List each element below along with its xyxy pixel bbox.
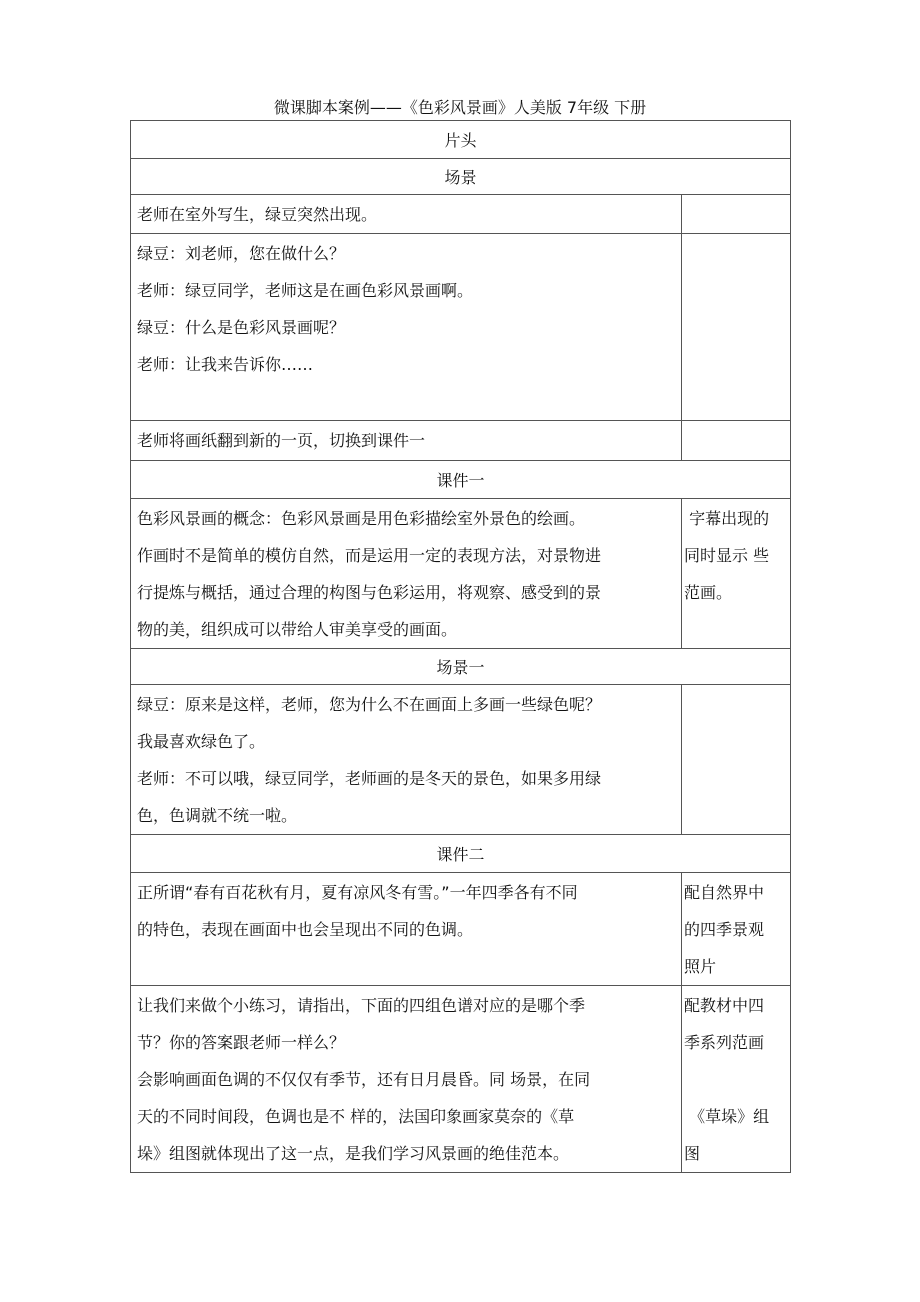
- section-header: 场景一: [131, 649, 791, 685]
- document-title: 微课脚本案例——《色彩风景画》人美版 7年级 下册: [273, 98, 647, 117]
- script-line: 天的不同时间段，色调也是不 样的，法国印象画家莫奈的《草: [137, 1107, 575, 1126]
- script-row: [131, 234, 791, 421]
- note-line: 配自然界中: [684, 883, 765, 902]
- script-line: 让我们来做个小练习，请指出，下面的四组色谱对应的是哪个季: [137, 996, 586, 1015]
- script-row: [131, 986, 791, 1173]
- script-line: 物的美，组织成可以带给人审美享受的画面。: [137, 620, 458, 639]
- note-line: 字幕出现的: [684, 509, 770, 528]
- note-cell: [682, 873, 791, 986]
- note-line: 照片: [684, 957, 717, 976]
- section-header: 课件一: [131, 461, 791, 499]
- section-header-row: [131, 121, 791, 159]
- script-line: 绿豆：刘老师，您在做什么？: [137, 244, 346, 263]
- script-row: [131, 421, 791, 461]
- note-line: [684, 1061, 788, 1098]
- note-cell: [682, 195, 791, 234]
- script-line: 老师：绿豆同学，老师这是在画色彩风景画啊。: [137, 281, 474, 300]
- note-cell: [682, 685, 791, 835]
- script-line: 老师：让我来告诉你……: [137, 355, 314, 374]
- section-header: 片头: [131, 121, 791, 159]
- script-line: 作画时不是简单的模仿自然，而是运用一定的表现方法，对景物进: [137, 546, 602, 565]
- script-line: 的特色，表现在画面中也会呈现出不同的色调。: [137, 920, 474, 939]
- note-line: 范画。: [684, 583, 733, 602]
- script-line: 会影响画面色调的不仅仅有季节，还有日月晨昏。同 场景，在同: [137, 1070, 591, 1089]
- script-line: 行提炼与概括，通过合理的构图与色彩运用，将观察、感受到的景: [137, 583, 602, 602]
- script-line: 绿豆：原来是这样，老师，您为什么不在画面上多画一些绿色呢？: [137, 695, 602, 714]
- script-table: [130, 120, 791, 1173]
- script-content-cell: [131, 873, 682, 986]
- script-line: 正所谓“春有百花秋有月，夏有凉风冬有雪。”一年四季各有不同: [137, 883, 578, 902]
- script-content-cell: [131, 986, 682, 1173]
- note-line: 的四季景观: [684, 920, 765, 939]
- script-row: [131, 685, 791, 835]
- script-line: 色，色调就不统一啦。: [137, 806, 298, 825]
- script-line: 绿豆：什么是色彩风景画呢？: [137, 318, 346, 337]
- script-row: [131, 499, 791, 649]
- note-line: 图: [684, 1144, 701, 1163]
- note-cell: [682, 986, 791, 1173]
- note-cell: [682, 234, 791, 421]
- section-header-row: [131, 461, 791, 499]
- section-header-row: [131, 159, 791, 195]
- script-row: [131, 873, 791, 986]
- note-line: 《草垛》组: [684, 1107, 770, 1126]
- script-line: 老师在室外写生，绿豆突然出现。: [137, 205, 378, 224]
- script-content-cell: [131, 421, 682, 461]
- section-header: 课件二: [131, 835, 791, 873]
- script-line: 垛》组图就体现出了这一点，是我们学习风景画的绝佳范本。: [137, 1144, 570, 1163]
- note-cell: [682, 421, 791, 461]
- script-line: 色彩风景画的概念：色彩风景画是用色彩描绘室外景色的绘画。: [137, 509, 586, 528]
- script-line: 我最喜欢绿色了。: [137, 732, 266, 751]
- script-line: 老师将画纸翻到新的一页，切换到课件一: [137, 431, 426, 450]
- section-header-row: [131, 649, 791, 685]
- section-header: 场景: [131, 159, 791, 195]
- script-content-cell: [131, 685, 682, 835]
- note-line: 季系列范画: [684, 1033, 765, 1052]
- script-content-cell: [131, 499, 682, 649]
- note-line: 同时显示 些: [684, 546, 770, 565]
- script-content-cell: [131, 195, 682, 234]
- script-content-cell: [131, 234, 682, 421]
- script-line: 节？你的答案跟老师一样么？: [137, 1033, 346, 1052]
- script-row: [131, 195, 791, 234]
- note-cell: [682, 499, 791, 649]
- note-line: 配教材中四: [684, 996, 765, 1015]
- script-line: [137, 383, 675, 420]
- section-header-row: [131, 835, 791, 873]
- script-line: 老师：不可以哦，绿豆同学，老师画的是冬天的景色，如果多用绿: [137, 769, 602, 788]
